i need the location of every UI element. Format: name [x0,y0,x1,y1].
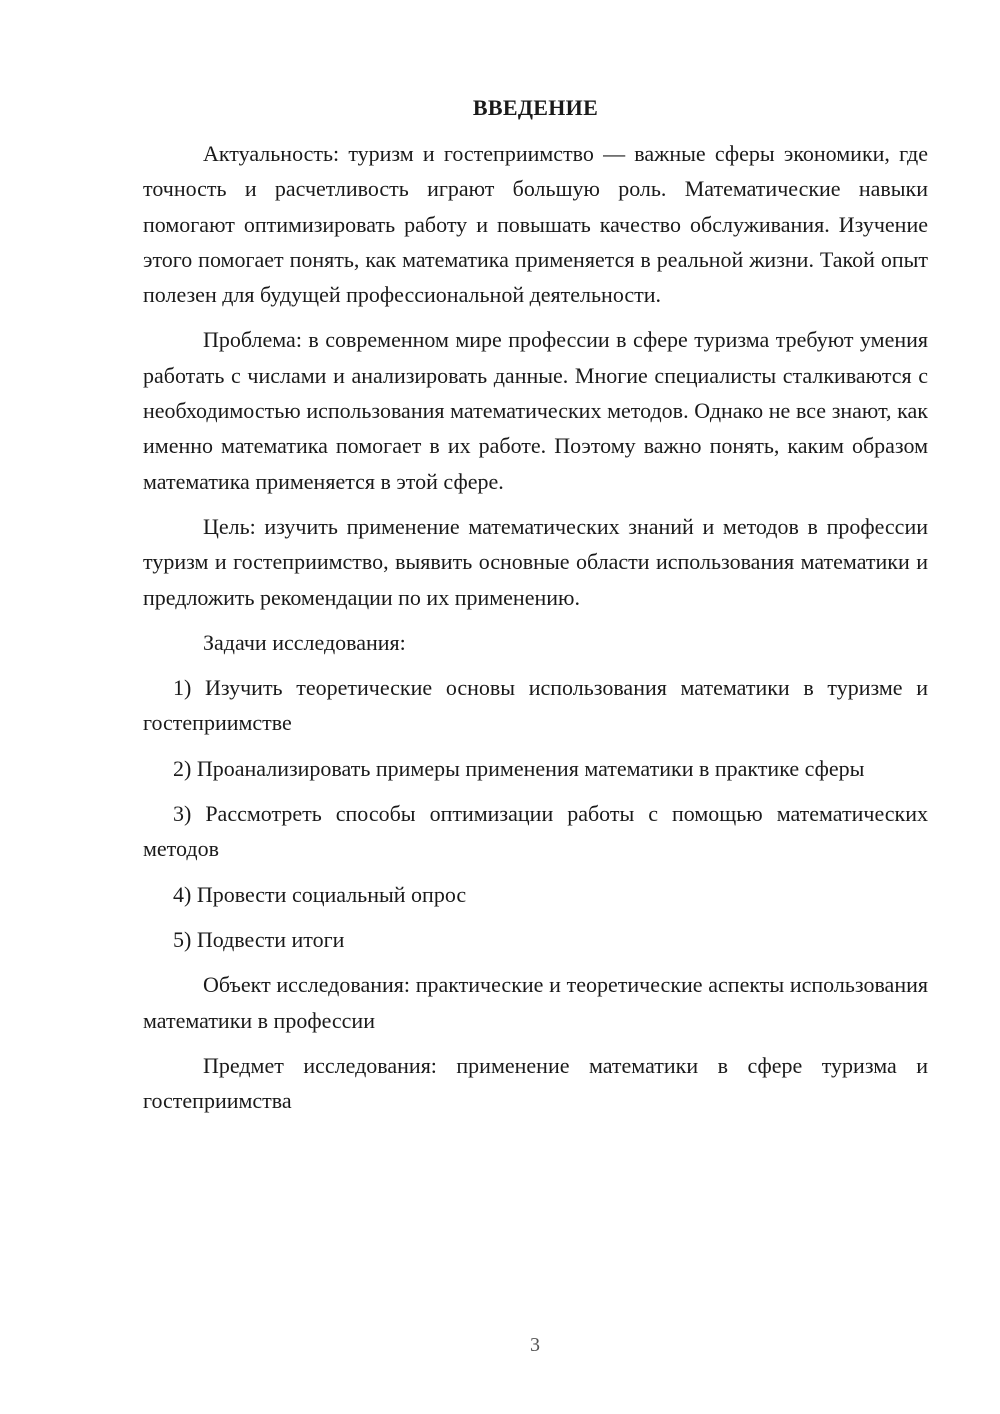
problem-paragraph: Проблема: в современном мире профессии в сфере туризма требуют умения работать с числами и анализировать данные. Многие специалисты сталкиваются с необходимостью использования математических методов. Однако не все знают, как именно математика помогает в их работе. Поэтому важно понять, каким образом математика применяется в этой сфере. [143,327,928,494]
tasks-heading: Задачи исследования: [203,629,406,655]
page-number: 3 [530,1334,540,1356]
object-paragraph: Объект исследования: практические и теоретические аспекты использования математики в профессии [143,972,928,1033]
goal-paragraph: Цель: изучить применение математических знаний и методов в профессии туризм и гостеприимство, выявить основные области использования математики и предложить рекомендации по их применению. [143,513,928,610]
task-item-3: 3) Рассмотреть способы оптимизации работы с помощью математических методов [143,801,928,862]
relevance-paragraph: Актуальность: туризм и гостеприимство — важные сферы экономики, где точность и расчетливость играют большую роль. Математические навыки помогают оптимизировать работу и повышать качество обслуживания. Изучение этого помогает понять, как математика применяется в реальной жизни. Такой опыт полезен для будущей профессиональной деятельности. [143,141,928,308]
task-item-2: 2) Проанализировать примеры применения математики в практике сферы [173,755,865,781]
section-heading: ВВЕДЕНИЕ [472,95,599,120]
task-item-1: 1) Изучить теоретические основы использования математики в туризме и гостеприимстве [143,675,928,736]
subject-paragraph: Предмет исследования: применение математики в сфере туризма и гостеприимства [143,1052,928,1114]
document-page [143,92,928,1128]
task-item-4: 4) Провести социальный опрос [173,881,467,907]
task-item-5: 5) Подвести итоги [173,926,345,952]
